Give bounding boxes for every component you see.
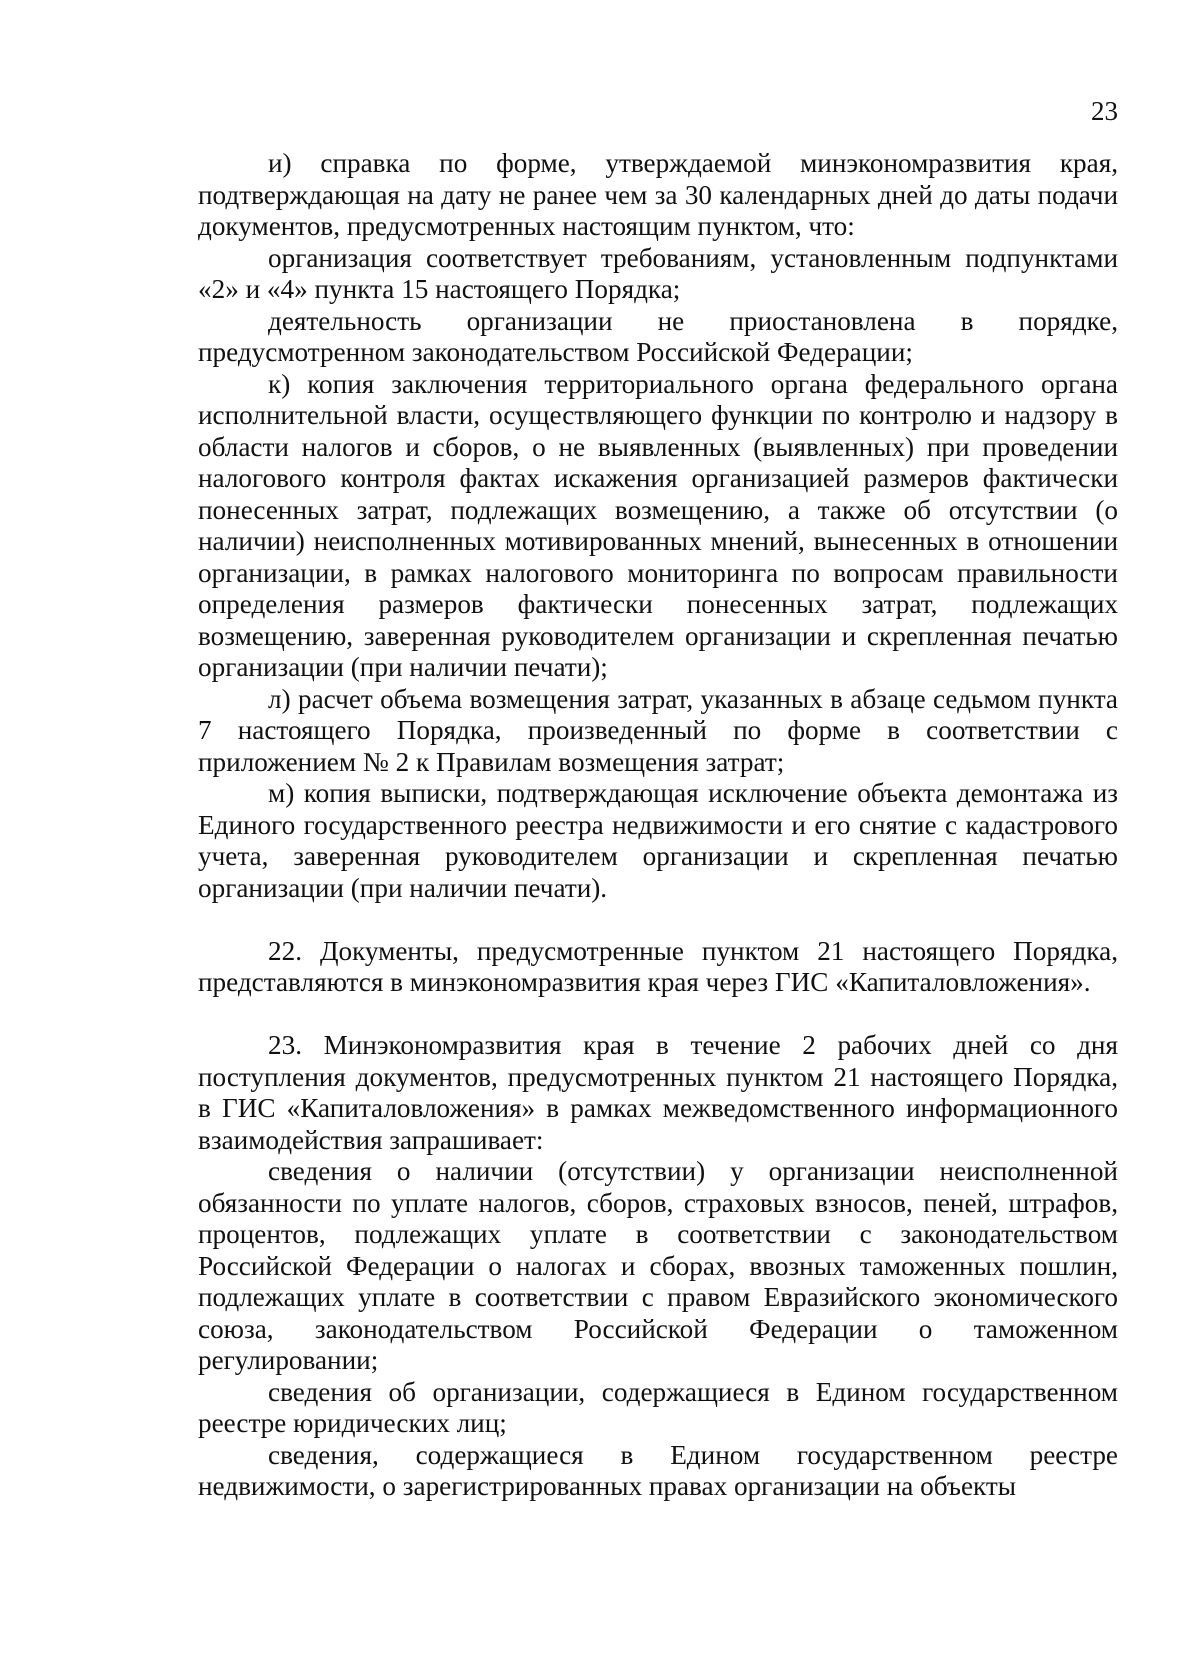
paragraph-gap: [198, 904, 1118, 936]
paragraph-tax-information: сведения о наличии (отсутствии) у организации неисполненной обязанности по уплате налогов, сборов, страховых взносов, пеней, штрафов, процентов, подлежащих уплате в соответствии с законодательством Российской Федерации о налогах и сборах, ввозных таможенных пошлин, подлежащих уплате в соответствии с правом Евразийского экономического союза, законодательством Российской Федерации о таможенном регулировании;: [198, 1156, 1118, 1375]
paragraph-item-l: л) расчет объема возмещения затрат, указанных в абзаце седьмом пункта 7 настоящего Порядка, произведенный по форме в соответствии с приложением № 2 к Правилам возмещения затрат;: [198, 683, 1118, 777]
paragraph-section-23: 23. Минэкономразвития края в течение 2 рабочих дней со дня поступления документов, предусмотренных пунктом 21 настоящего Порядка, в ГИС «Капиталовложения» в рамках межведомственного информационного взаимодействия запрашивает:: [198, 1030, 1118, 1155]
paragraph-legal-entity-information: сведения об организации, содержащиеся в Едином государственном реестре юридических лиц;: [198, 1376, 1118, 1438]
paragraph-item-k: к) копия заключения территориального органа федерального органа исполнительной власти, осуществляющего функции по контролю и надзору в области налогов и сборов, о не выявленных (выявленных) при проведении налогового контроля фактах искажения организацией размеров фактически понесенных затрат, подлежащих возмещению, а также об отсутствии (о наличии) неисполненных мотивированных мнений, вынесенных в отношении организации, в рамках налогового мониторинга по вопросам правильности определения размеров фактически понесенных затрат, подлежащих возмещению, заверенная руководителем организации и скрепленная печатью организации (при наличии печати);: [198, 368, 1118, 682]
paragraph-requirements: организация соответствует требованиям, установленным подпунктами «2» и «4» пункта 15 настоящего Порядка;: [198, 242, 1118, 304]
document-body: [198, 148, 1118, 1503]
paragraph-real-estate-information: сведения, содержащиеся в Едином государственном реестре недвижимости, о зарегистрированных правах организации на объекты: [198, 1439, 1118, 1501]
paragraph-activity: деятельность организации не приостановлена в порядке, предусмотренном законодательством Российской Федерации;: [198, 305, 1118, 367]
paragraph-item-m: м) копия выписки, подтверждающая исключение объекта демонтажа из Единого государственного реестра недвижимости и его снятие с кадастрового учета, заверенная руководителем организации и скрепленная печатью организации (при наличии печати).: [198, 778, 1118, 903]
paragraph-item-i: и) справка по форме, утверждаемой минэкономразвития края, подтверждающая на дату не ранее чем за 30 календарных дней до даты подачи документов, предусмотренных настоящим пунктом, что:: [198, 148, 1118, 241]
paragraph-section-22: 22. Документы, предусмотренные пунктом 21 настоящего Порядка, представляются в минэкономразвития края через ГИС «Капиталовложения».: [198, 935, 1118, 997]
paragraph-gap: [198, 999, 1118, 1031]
page-number: 23: [1091, 96, 1118, 126]
